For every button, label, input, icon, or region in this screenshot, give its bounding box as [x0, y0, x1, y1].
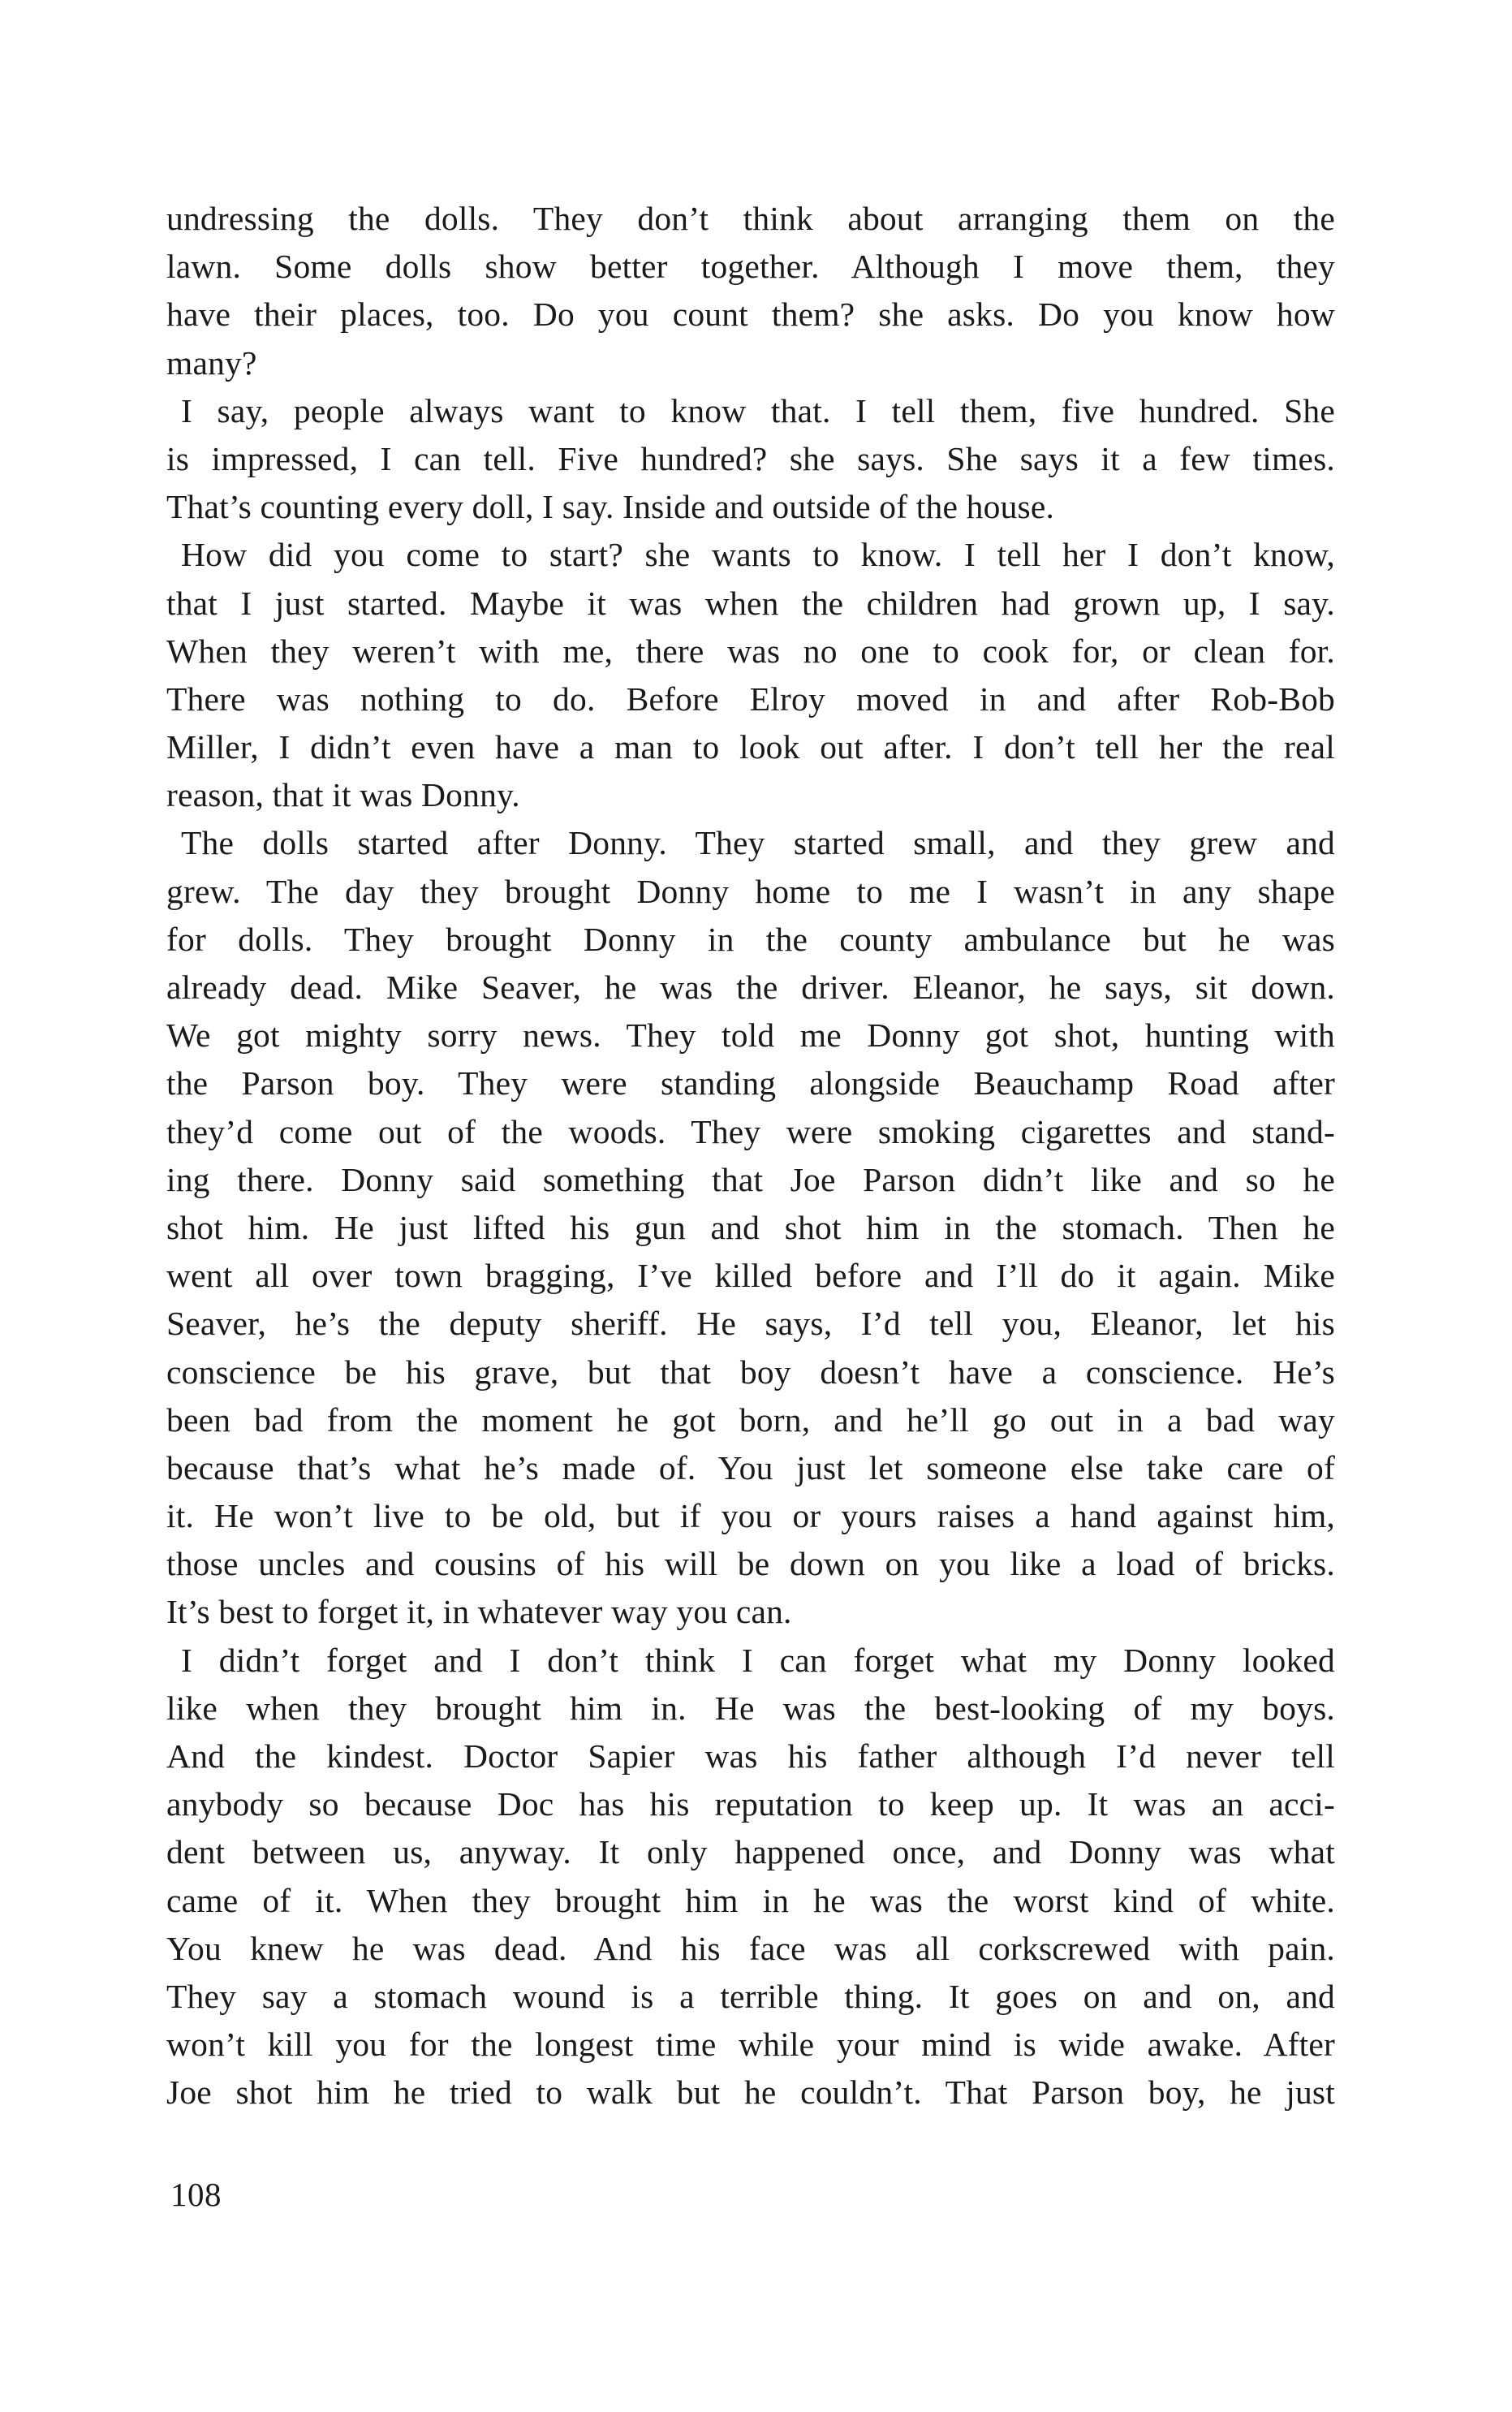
text-line: They say a stomach wound is a terrible thing. It goes on and on, and	[166, 1977, 1335, 2015]
text-line: for dolls. They brought Donny in the county ambulance but he was	[166, 920, 1335, 958]
text-line: Joe shot him he tried to walk but he couldn’t. That Parson boy, he just	[166, 2073, 1335, 2112]
text-line: When they weren’t with me, there was no one to cook for, or clean for.	[166, 632, 1335, 670]
text-line: because that’s what he’s made of. You just let someone else take care of	[166, 1448, 1335, 1486]
text-line: The dolls started after Donny. They started small, and they grew and	[181, 824, 1335, 862]
text-line: It’s best to forget it, in whatever way you can.	[166, 1593, 792, 1631]
text-line: I didn’t forget and I don’t think I can forget what my Donny looked	[181, 1641, 1335, 1679]
text-line: lawn. Some dolls show better together. Although I move them, they	[166, 248, 1335, 286]
text-line: You knew he was dead. And his face was all corkscrewed with pain.	[166, 1929, 1335, 1967]
text-line: came of it. When they brought him in he was the worst kind of white.	[166, 1881, 1335, 1919]
text-line: There was nothing to do. Before Elroy moved in and after Rob-Bob	[166, 680, 1335, 718]
page-number: 108	[170, 2176, 222, 2213]
text-line: And the kindest. Doctor Sapier was his father although I’d never tell	[166, 1737, 1335, 1775]
text-line: That’s counting every doll, I say. Inside and outside of the house.	[166, 488, 1055, 526]
text-line: grew. The day they brought Donny home to me I wasn’t in any shape	[166, 872, 1335, 910]
text-line: been bad from the moment he got born, and he’ll go out in a bad way	[166, 1400, 1335, 1439]
text-line: anybody so because Doc has his reputation to keep up. It was an acci-	[166, 1785, 1335, 1823]
text-line: ing there. Donny said something that Joe Parson didn’t like and so he	[166, 1160, 1335, 1198]
text-line: We got mighty sorry news. They told me Donny got shot, hunting with	[166, 1016, 1335, 1055]
text-line: is impressed, I can tell. Five hundred? she says. She says it a few times.	[166, 439, 1335, 477]
text-line: reason, that it was Donny.	[166, 776, 520, 814]
body-text	[166, 195, 1335, 2117]
text-line: dent between us, anyway. It only happened once, and Donny was what	[166, 1833, 1335, 1871]
text-line: Miller, I didn’t even have a man to look out after. I don’t tell her the real	[166, 728, 1335, 766]
text-line: Seaver, he’s the deputy sheriff. He says, I’d tell you, Eleanor, let his	[166, 1305, 1335, 1343]
text-line: undressing the dolls. They don’t think about arranging them on the	[166, 200, 1335, 237]
text-line: won’t kill you for the longest time while your mind is wide awake. After	[166, 2026, 1335, 2064]
text-line: I say, people always want to know that. I tell them, five hundred. She	[181, 391, 1335, 429]
text-line: that I just started. Maybe it was when the children had grown up, I say.	[166, 584, 1335, 622]
text-line: conscience be his grave, but that boy doesn’t have a conscience. He’s	[166, 1353, 1335, 1391]
text-line: many?	[166, 343, 257, 382]
text-line: those uncles and cousins of his will be down on you like a load of bricks.	[166, 1545, 1335, 1583]
text-line: already dead. Mike Seaver, he was the driver. Eleanor, he says, sit down.	[166, 969, 1335, 1006]
text-line: shot him. He just lifted his gun and shot him in the stomach. Then he	[166, 1208, 1335, 1246]
text-line: like when they brought him in. He was the best-looking of my boys.	[166, 1689, 1335, 1727]
text-line: it. He won’t live to be old, but if you or yours raises a hand against him,	[166, 1497, 1335, 1535]
text-line: they’d come out of the woods. They were smoking cigarettes and stand-	[166, 1112, 1335, 1150]
text-line: have their places, too. Do you count them? she asks. Do you know how	[166, 296, 1335, 334]
text-line: How did you come to start? she wants to know. I tell her I don’t know,	[181, 536, 1335, 574]
text-line: the Parson boy. They were standing alongside Beauchamp Road after	[166, 1064, 1335, 1102]
text-line: went all over town bragging, I’ve killed before and I’ll do it again. Mike	[166, 1257, 1335, 1295]
